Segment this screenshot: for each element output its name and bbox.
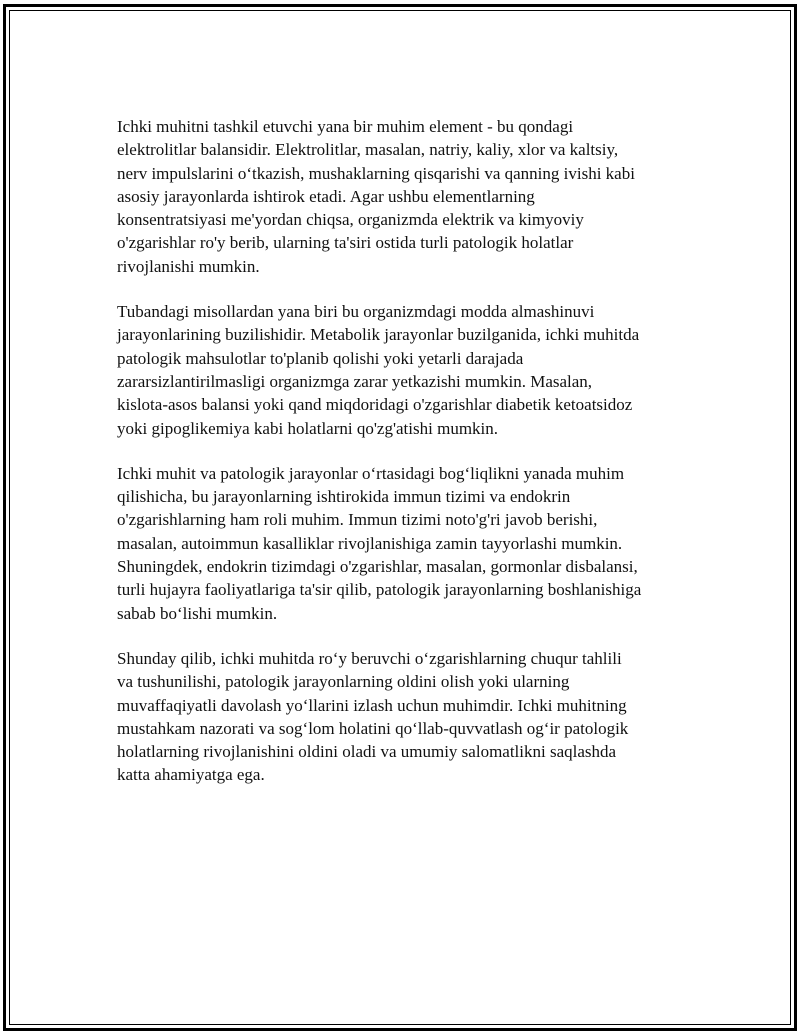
paragraph [117,115,697,278]
text-line: jarayonlarining buzilishidir. Metabolik jarayonlar buzilganida, ichki muhitda [117,325,640,345]
text-line: katta ahamiyatga ega. [117,765,265,785]
paragraph [117,647,697,787]
text-line: nerv impulslarini o‘tkazish, mushaklarning qisqarishi va qanning ivishi kabi [117,163,635,183]
text-line: sabab bo‘lishi mumkin. [117,603,278,623]
text-line: Ichki muhit va patologik jarayonlar o‘rtasidagi bog‘liqlikni yanada muhim [117,463,625,483]
text-line: o'zgarishlarning ham roli muhim. Immun tizimi noto'g'ri javob berishi, [117,510,598,530]
text-line: konsentratsiyasi me'yordan chiqsa, organizmda elektrik va kimyoviy [117,210,584,230]
text-line: turli hujayra faoliyatlariga ta'sir qilib, patologik jarayonlarning boshlanishiga [117,580,642,600]
text-line: qilishicha, bu jarayonlarning ishtirokida immun tizimi va endokrin [117,487,571,507]
text-line: elektrolitlar balansidir. Elektrolitlar, masalan, natriy, kaliy, xlor va kaltsiy, [117,140,619,160]
text-line: kislota-asos balansi yoki qand miqdoridagi o'zgarishlar diabetik ketoatsidoz [117,395,633,415]
text-line: o'zgarishlar ro'y berib, ularning ta'siri ostida turli patologik holatlar [117,233,574,253]
text-line: yoki gipoglikemiya kabi holatlarni qo'zg'atishi mumkin. [117,418,499,438]
text-line: zararsizlantirilmasligi organizmga zarar yetkazishi mumkin. Masalan, [117,371,593,391]
text-line: Ichki muhitni tashkil etuvchi yana bir muhim element - bu qondagi [117,117,574,136]
text-line: asosiy jarayonlarda ishtirok etadi. Agar ushbu elementlarning [117,186,535,206]
text-line: va tushunilishi, patologik jarayonlarning oldini olish yoki ularning [117,672,570,692]
text-line: muvaffaqiyatli davolash yo‘llarini izlash uchun muhimdir. Ichki muhitning [117,695,627,715]
text-line: Tubandagi misollardan yana biri bu organizmdagi modda almashinuvi [117,302,595,322]
text-line: holatlarning rivojlanishini oldini oladi va umumiy salomatlikni saqlashda [117,742,617,762]
text-line: masalan, autoimmun kasalliklar rivojlanishiga zamin tayyorlashi mumkin. [117,533,623,553]
text-line: patologik mahsulotlar to'planib qolishi yoki yetarli darajada [117,348,524,368]
paragraph [117,300,697,440]
document-body [117,115,697,809]
paragraph [117,462,697,625]
text-line: Shuningdek, endokrin tizimdagi o'zgarishlar, masalan, gormonlar disbalansi, [117,557,638,577]
text-line: Shunday qilib, ichki muhitda ro‘y beruvchi o‘zgarishlarning chuqur tahlili [117,648,622,668]
text-line: rivojlanishi mumkin. [117,256,260,276]
text-line: mustahkam nazorati va sog‘lom holatini qo‘llab-quvvatlash og‘ir patologik [117,718,629,738]
